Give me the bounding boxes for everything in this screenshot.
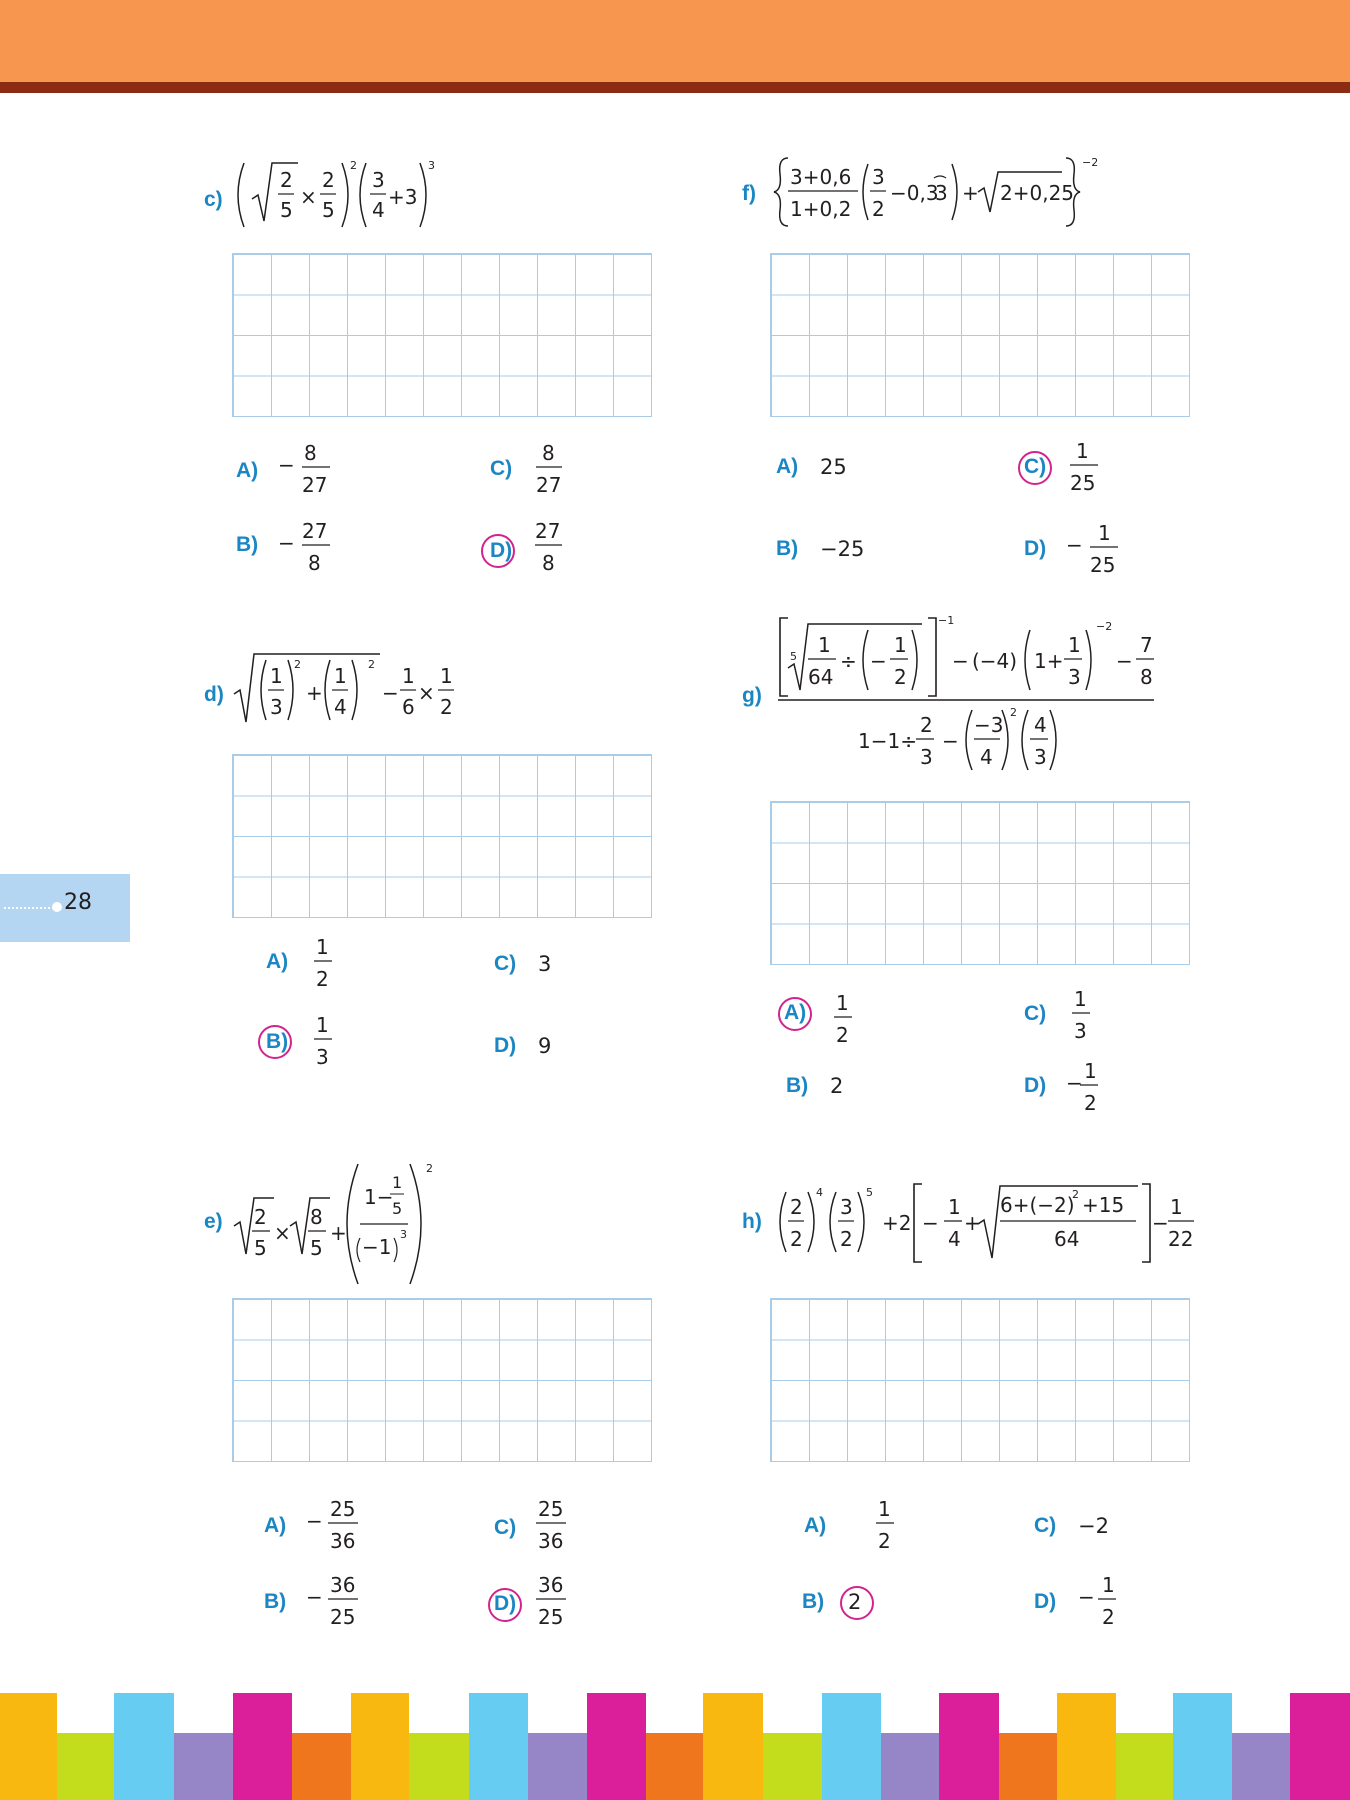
problem-h-option-c-value[interactable]: −2 [1078, 1514, 1109, 1538]
svg-text:3: 3 [920, 745, 933, 769]
footer-bar [351, 1693, 409, 1800]
svg-text:−2: −2 [1082, 156, 1099, 169]
svg-text:+: + [330, 1221, 347, 1245]
svg-text:27: 27 [535, 519, 561, 543]
svg-text:1−1÷: 1−1÷ [858, 729, 917, 753]
svg-text:−1: −1 [362, 1235, 392, 1259]
svg-text:1: 1 [1098, 521, 1111, 545]
footer-bar [587, 1693, 646, 1800]
svg-text:36: 36 [330, 1573, 356, 1597]
problem-d-option-a-letter[interactable]: A) [266, 950, 289, 973]
c-exp1: 2 [350, 159, 357, 172]
problem-h-option-d-value[interactable] [1078, 1568, 1122, 1630]
problem-h-work-grid[interactable] [770, 1298, 1190, 1462]
problem-d-option-d-value[interactable]: 9 [538, 1034, 552, 1058]
problem-e-option-a-letter[interactable]: A) [264, 1514, 287, 1537]
footer-bar [174, 1733, 233, 1800]
svg-text:3: 3 [1034, 745, 1047, 769]
svg-text:÷: ÷ [840, 649, 857, 673]
problem-d-option-c-letter[interactable]: C) [494, 952, 517, 975]
problem-g-option-a-value[interactable] [830, 986, 860, 1048]
svg-text:8: 8 [308, 551, 321, 575]
footer-bar [292, 1733, 351, 1800]
svg-text:36: 36 [538, 1573, 564, 1597]
problem-f-option-d-letter[interactable]: D) [1024, 537, 1047, 560]
problem-h-option-d-letter[interactable]: D) [1034, 1590, 1057, 1613]
problem-d-option-d-letter[interactable]: D) [494, 1034, 517, 1057]
svg-text:1: 1 [948, 1195, 961, 1219]
svg-text:27: 27 [302, 519, 328, 543]
svg-text:3: 3 [872, 165, 885, 189]
svg-text:(−4): (−4) [972, 649, 1018, 673]
svg-text:−: − [278, 531, 295, 555]
svg-text:3: 3 [840, 1195, 853, 1219]
svg-text:1+: 1+ [1034, 649, 1064, 673]
svg-text:3: 3 [1068, 665, 1081, 689]
problem-f-expression [772, 152, 1102, 232]
problem-c-option-a-letter[interactable]: A) [236, 459, 259, 482]
svg-text:1: 1 [1076, 439, 1089, 463]
svg-text:25: 25 [538, 1605, 564, 1629]
problem-g-option-d-letter[interactable]: D) [1024, 1074, 1047, 1097]
svg-text:8: 8 [542, 551, 555, 575]
svg-text:2: 2 [894, 665, 907, 689]
svg-text:4: 4 [980, 745, 993, 769]
svg-text:36: 36 [538, 1529, 564, 1553]
header-band [0, 0, 1350, 82]
problem-e-option-b-letter[interactable]: B) [264, 1590, 287, 1613]
problem-h-option-a-value[interactable] [872, 1492, 902, 1554]
svg-text:3: 3 [316, 1045, 329, 1069]
footer-bar [469, 1693, 528, 1800]
footer-bar [1057, 1693, 1116, 1800]
footer-bar [881, 1733, 939, 1800]
svg-text:3: 3 [1074, 1019, 1087, 1043]
svg-text:25: 25 [330, 1605, 356, 1629]
c-plus3: +3 [388, 185, 418, 209]
footer-bar [233, 1693, 292, 1800]
svg-text:−: − [306, 1509, 323, 1533]
svg-text:−: − [1116, 649, 1133, 673]
problem-g-option-d-value[interactable] [1066, 1054, 1110, 1116]
svg-text:8: 8 [542, 441, 555, 465]
c-frac1-num: 2 [280, 168, 293, 192]
problem-c-option-d-letter[interactable]: D) [490, 539, 513, 562]
problem-d-option-c-value[interactable]: 3 [538, 952, 552, 976]
problem-e-option-a-value[interactable] [306, 1492, 366, 1554]
svg-text:25: 25 [330, 1497, 356, 1521]
problem-e-option-d-letter[interactable]: D) [494, 1592, 517, 1615]
problem-c-label: c) [204, 188, 223, 211]
footer-bar [57, 1733, 114, 1800]
svg-text:2: 2 [254, 1205, 267, 1229]
svg-text:2: 2 [878, 1529, 891, 1553]
svg-text:2: 2 [1102, 1605, 1115, 1629]
problem-e-expression [232, 1158, 442, 1288]
c-frac3-den: 4 [372, 198, 385, 222]
svg-text:1: 1 [1102, 1573, 1115, 1597]
footer-bar [409, 1733, 469, 1800]
svg-text:1: 1 [878, 1497, 891, 1521]
footer-bar [1290, 1693, 1350, 1800]
problem-e-work-grid[interactable] [232, 1298, 652, 1462]
svg-text:1: 1 [894, 633, 907, 657]
svg-text:3: 3 [400, 1228, 407, 1241]
svg-text:25: 25 [538, 1497, 564, 1521]
svg-text:2: 2 [840, 1227, 853, 1251]
footer-bar [1173, 1693, 1232, 1800]
footer-bar [114, 1693, 174, 1800]
d-frac1-num: 1 [270, 664, 283, 688]
problem-f-option-d-value[interactable] [1066, 516, 1126, 578]
c-times: × [300, 185, 317, 209]
svg-text:8: 8 [310, 1205, 323, 1229]
svg-text:27: 27 [536, 473, 562, 497]
svg-text:8: 8 [1140, 665, 1153, 689]
svg-text:25: 25 [1070, 471, 1096, 495]
problem-d-label: d) [204, 683, 224, 706]
problem-f-work-grid[interactable] [770, 253, 1190, 417]
c-exp2: 3 [428, 159, 435, 172]
footer-bar [703, 1693, 763, 1800]
svg-text:1: 1 [316, 1013, 329, 1037]
problem-g-option-b-letter[interactable]: B) [786, 1074, 809, 1097]
problem-c-option-c-value[interactable] [532, 436, 572, 498]
svg-text:3+0,6: 3+0,6 [790, 165, 852, 189]
problem-e-option-c-value[interactable] [534, 1492, 574, 1554]
svg-text:2: 2 [368, 658, 375, 671]
svg-text:−1: −1 [938, 614, 955, 627]
svg-text:5: 5 [392, 1199, 403, 1218]
svg-text:−0,3: −0,3 [890, 181, 939, 205]
svg-text:2: 2 [872, 197, 885, 221]
svg-text:2: 2 [294, 658, 301, 671]
problem-c-option-a-value[interactable] [278, 436, 338, 498]
svg-text:5: 5 [790, 650, 797, 663]
problem-f-option-a-letter[interactable]: A) [776, 455, 799, 478]
problem-f-option-c-value[interactable] [1066, 434, 1106, 496]
c-frac1-den: 5 [280, 198, 293, 222]
svg-text:1: 1 [836, 991, 849, 1015]
problem-h-option-b-value[interactable]: 2 [848, 1590, 862, 1614]
problem-f-label: f) [742, 182, 756, 205]
problem-h-expression [772, 1180, 1196, 1270]
problem-f-option-b-letter[interactable]: B) [776, 537, 799, 560]
svg-text:1: 1 [818, 633, 831, 657]
page-number-dots [4, 907, 54, 909]
problem-g-option-c-value[interactable] [1068, 982, 1098, 1044]
svg-text:1: 1 [1074, 987, 1087, 1011]
svg-text:2: 2 [790, 1195, 803, 1219]
problem-c-option-d-value[interactable] [532, 514, 572, 576]
svg-text:4: 4 [1034, 713, 1047, 737]
problem-e-option-b-value[interactable] [306, 1568, 366, 1630]
svg-text:1: 1 [392, 1173, 403, 1192]
svg-text:2: 2 [1084, 1091, 1097, 1115]
svg-text:36: 36 [330, 1529, 356, 1553]
svg-text:1: 1 [1170, 1195, 1183, 1219]
svg-text:×: × [274, 1221, 291, 1245]
svg-text:25: 25 [1090, 553, 1116, 577]
problem-d-option-b-value[interactable] [310, 1008, 340, 1070]
svg-text:2: 2 [316, 967, 329, 991]
footer-bar [0, 1693, 57, 1800]
svg-text:+: + [962, 181, 979, 205]
c-frac2-den: 5 [322, 198, 335, 222]
svg-text:27: 27 [302, 473, 328, 497]
svg-text:−: − [942, 729, 959, 753]
d-frac2-den: 4 [334, 695, 347, 719]
page-number: 28 [64, 890, 92, 915]
problem-h-option-a-letter[interactable]: A) [804, 1514, 827, 1537]
problem-g-option-c-letter[interactable]: C) [1024, 1002, 1047, 1025]
svg-text:−: − [1078, 1585, 1095, 1609]
svg-text:−: − [870, 649, 887, 673]
svg-text:×: × [418, 681, 435, 705]
svg-text:6: 6 [402, 695, 415, 719]
svg-text:2: 2 [836, 1023, 849, 1047]
problem-g-option-a-letter[interactable]: A) [784, 1001, 807, 1024]
svg-text:−: − [1066, 533, 1083, 557]
c-frac2-num: 2 [322, 168, 335, 192]
svg-text:5: 5 [866, 1186, 873, 1199]
svg-text:2: 2 [1010, 706, 1017, 719]
svg-text:64: 64 [1054, 1227, 1080, 1251]
svg-text:+15: +15 [1082, 1193, 1125, 1217]
footer-bar [528, 1733, 587, 1800]
d-frac1-den: 3 [270, 695, 283, 719]
problem-g-work-grid[interactable] [770, 801, 1190, 965]
svg-text:4: 4 [948, 1227, 961, 1251]
problem-d-expression [232, 648, 472, 728]
svg-text:2: 2 [1072, 1188, 1079, 1201]
problem-f-option-a-value[interactable]: 25 [820, 455, 847, 479]
footer-bar [999, 1733, 1057, 1800]
footer-bar [1116, 1733, 1173, 1800]
svg-text:1+0,2: 1+0,2 [790, 197, 852, 221]
svg-text:2: 2 [426, 1162, 433, 1175]
svg-text:2+0,25: 2+0,25 [1000, 181, 1075, 205]
svg-text:64: 64 [808, 665, 834, 689]
svg-text:+: + [306, 681, 323, 705]
svg-text:1: 1 [440, 664, 453, 688]
problem-d-work-grid[interactable] [232, 754, 652, 918]
svg-text:4: 4 [816, 1186, 823, 1199]
svg-text:5: 5 [310, 1236, 323, 1260]
problem-c-option-b-value[interactable] [278, 514, 338, 576]
footer-bar [939, 1693, 999, 1800]
header-rule [0, 82, 1350, 93]
svg-text:2: 2 [790, 1227, 803, 1251]
footer-bar [822, 1693, 881, 1800]
svg-text:7: 7 [1140, 633, 1153, 657]
svg-text:6+(−2): 6+(−2) [1000, 1193, 1075, 1217]
problem-g-option-b-value[interactable]: 2 [830, 1074, 844, 1098]
svg-text:1: 1 [1068, 633, 1081, 657]
svg-text:+2: +2 [882, 1211, 912, 1235]
svg-text:5: 5 [254, 1236, 267, 1260]
svg-text:3: 3 [935, 181, 948, 205]
svg-text:−2: −2 [1096, 620, 1113, 633]
problem-g-label: g) [742, 684, 762, 707]
svg-text:2: 2 [440, 695, 453, 719]
c-frac3-num: 3 [372, 168, 385, 192]
footer-bar [646, 1733, 703, 1800]
svg-text:1: 1 [1084, 1059, 1097, 1083]
problem-d-option-b-letter[interactable]: B) [266, 1030, 289, 1053]
page-number-dot [52, 902, 62, 912]
svg-text:−: − [382, 681, 399, 705]
svg-text:−: − [278, 453, 295, 477]
footer-bar [1232, 1733, 1290, 1800]
svg-text:−3: −3 [974, 713, 1004, 737]
svg-text:−: − [1152, 1211, 1169, 1235]
svg-text:8: 8 [304, 441, 317, 465]
svg-text:+: + [964, 1211, 981, 1235]
svg-text:−: − [306, 1585, 323, 1609]
problem-c-work-grid[interactable] [232, 253, 652, 417]
svg-text:22: 22 [1168, 1227, 1194, 1251]
problem-e-option-c-letter[interactable]: C) [494, 1516, 517, 1539]
svg-text:1: 1 [316, 935, 329, 959]
svg-text:−: − [1066, 1071, 1083, 1095]
svg-text:−: − [952, 649, 969, 673]
problem-f-option-c-letter[interactable]: C) [1024, 455, 1047, 478]
problem-c-option-c-letter[interactable]: C) [490, 457, 513, 480]
problem-h-option-c-letter[interactable]: C) [1034, 1514, 1057, 1537]
problem-e-option-d-value[interactable] [534, 1568, 574, 1630]
svg-text:−: − [922, 1211, 939, 1235]
problem-g-expression [776, 612, 1156, 782]
problem-c-expression [230, 155, 450, 235]
problem-c-option-b-letter[interactable]: B) [236, 533, 259, 556]
svg-text:1: 1 [402, 664, 415, 688]
problem-h-option-b-letter[interactable]: B) [802, 1590, 825, 1613]
d-frac2-num: 1 [334, 664, 347, 688]
svg-text:1−: 1− [364, 1185, 394, 1209]
problem-e-label: e) [204, 1210, 223, 1233]
problem-d-option-a-value[interactable] [310, 930, 340, 992]
footer-bar [763, 1733, 822, 1800]
problem-f-option-b-value[interactable]: −25 [820, 537, 865, 561]
svg-text:2: 2 [920, 713, 933, 737]
problem-h-label: h) [742, 1210, 762, 1233]
